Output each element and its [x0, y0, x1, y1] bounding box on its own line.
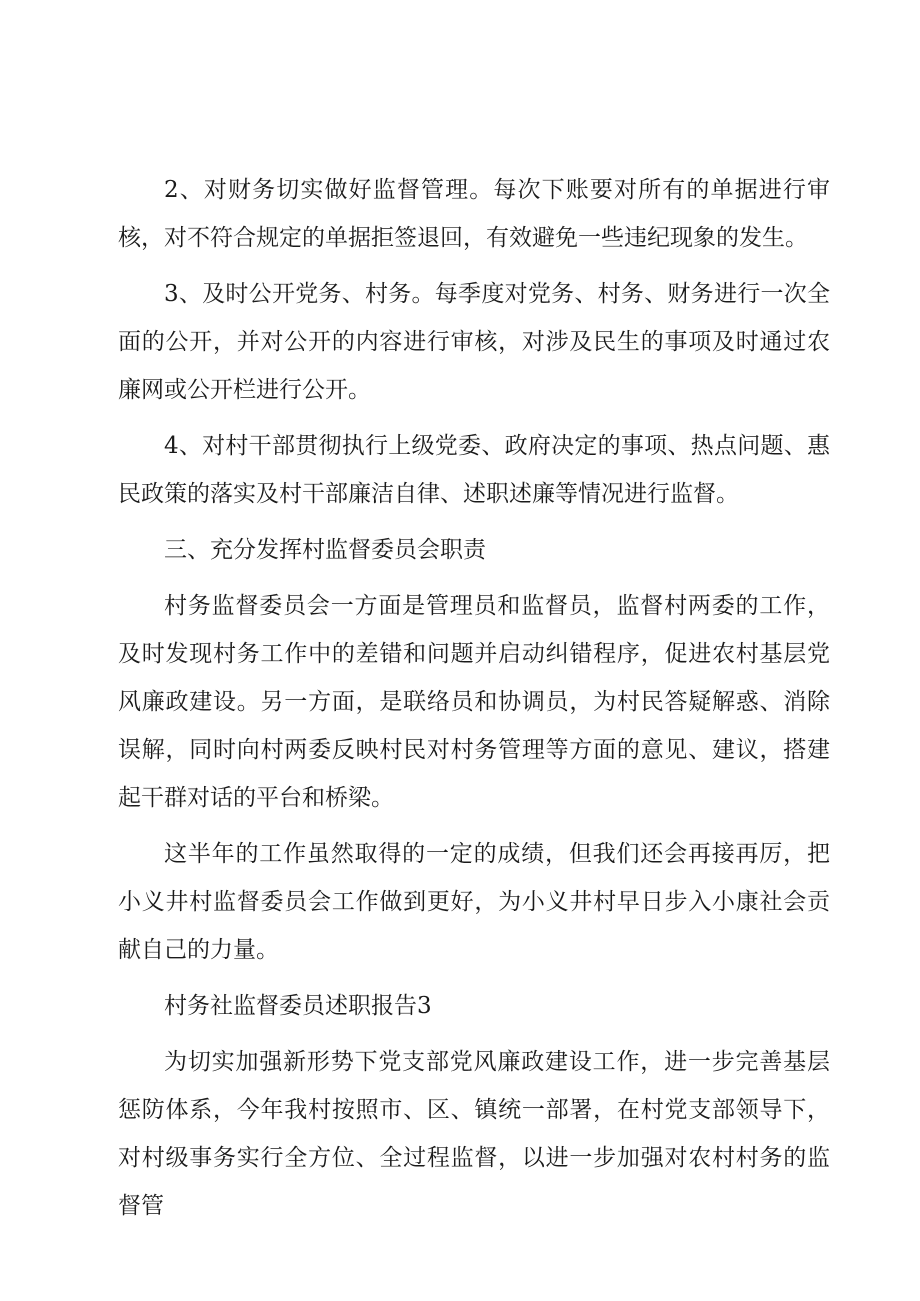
document-body	[118, 166, 830, 1238]
report-title-3: 村务社监督委员述职报告3	[164, 993, 432, 1019]
section-heading-committee-duties: 三、充分发挥村监督委员会职责	[164, 537, 486, 563]
paragraph-cadre-supervision: 4、对村干部贯彻执行上级党委、政府决定的事项、热点问题、惠民政策的落实及村干部廉洁自律、述职述廉等情况进行监督。	[118, 433, 830, 507]
paragraph-affairs-disclosure: 3、及时公开党务、村务。每季度对党务、村务、财务进行一次全面的公开，并对公开的内容进行审核，对涉及民生的事项及时通过农廉网或公开栏进行公开。	[118, 281, 830, 403]
paragraph-half-year-summary: 这半年的工作虽然取得的一定的成绩，但我们还会再接再厉，把小义井村监督委员会工作做到更好，为小义井村早日步入小康社会贡献自己的力量。	[118, 841, 830, 963]
paragraph-report-3-intro: 为切实加强新形势下党支部党风廉政建设工作，进一步完善基层惩防体系，今年我村按照市、区、镇统一部署，在村党支部领导下，对村级事务实行全方位、全过程监督，以进一步加强对农村村务的监督管	[118, 1049, 830, 1219]
paragraph-committee-role: 村务监督委员会一方面是管理员和监督员，监督村两委的工作，及时发现村务工作中的差错和问题并启动纠错程序，促进农村基层党风廉政建设。另一方面，是联络员和协调员，为村民答疑解惑、消除误解，同时向村两委反映村民对村务管理等方面的意见、建议，搭建起干群对话的平台和桥梁。	[118, 593, 830, 811]
paragraph-finance-supervision: 2、对财务切实做好监督管理。每次下账要对所有的单据进行审核，对不符合规定的单据拒签退回，有效避免一些违纪现象的发生。	[118, 177, 830, 251]
